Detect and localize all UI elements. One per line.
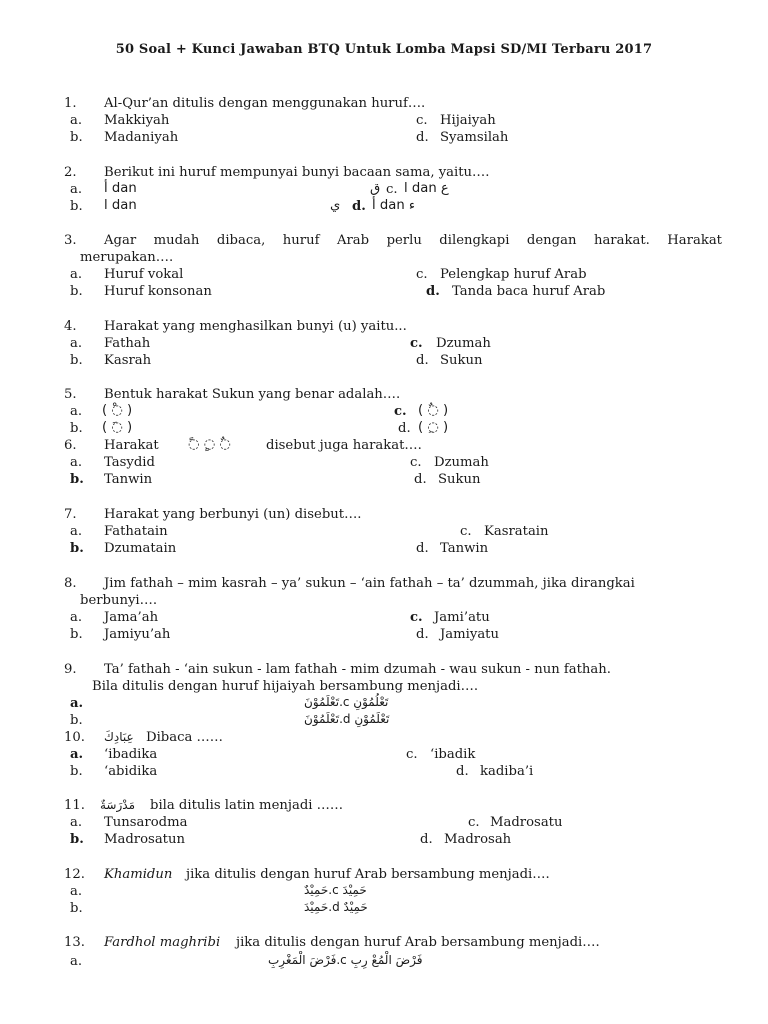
option-c: Dzumah [434,455,489,470]
option-a: Jama’ah [104,610,159,625]
question-text-cont: merupakan…. [80,250,174,265]
question-text: bila ditulis latin menjadi …… [150,798,344,813]
question-text: Al-Qur’an ditulis dengan menggunakan huruf…. [104,96,426,111]
option-d: Sukun [438,472,481,487]
option-b: Tanwin [104,472,153,487]
option-c: Dzumah [436,336,491,351]
options-row-ac: تَعْلَمُوْنَ.c تَعْلُمُوْنِ [304,695,389,709]
option-label-d: d. [398,421,411,436]
option-d: kadiba’i [480,764,534,779]
question-number: 9. [64,662,77,677]
question-text-cont: disebut juga harakat…. [266,438,422,453]
question-italic: Fardhol maghribi [104,935,221,950]
question-text: Berikut ini huruf mempunyai bunyi bacaan sama, yaitu…. [104,165,490,180]
question-text: Dibaca …… [146,730,223,745]
option-label-a: a. [70,524,83,539]
question-text: Harakat yang menghasilkan bunyi (u) yaitu... [104,319,407,334]
option-a: Tasydid [104,455,155,470]
option-c: ( ◌ٌ ) [418,403,449,418]
harakat-arabic: ◌ً ◌ٍ ◌ٌ [188,437,231,452]
option-label-c: c. [460,524,472,539]
option-label-a: a. [70,182,83,197]
option-d: أ dan ء [372,198,416,213]
option-label-a: a. [70,954,83,969]
options-row-ac: فَرْضَ الْمَغْرِبِ.c فَرْضَ الْمُعْ رِبِ [268,953,423,967]
option-label-c: c. [410,455,422,470]
page-title: 50 Soal + Kunci Jawaban BTQ Untuk Lomba Mapsi SD/MI Terbaru 2017 [115,42,653,57]
option-b: ( ◌َ ) [102,420,133,435]
option-a: ‘ibadika [104,747,158,762]
question-text: Ta’ fathah - ‘ain sukun - lam fathah - mim dzumah - wau sukun - nun fathah. [104,662,611,677]
option-a: Fathatain [104,524,168,539]
option-label-a: a. [70,267,83,282]
option-a: أ dan [104,181,137,196]
option-label-b: b. [70,832,84,847]
option-label-b: b. [70,130,83,145]
option-d: Tanda baca huruf Arab [452,284,606,299]
options-row-bd: تَعْلَمُوْنَ.d تَعْلَمُوْنِ [304,712,390,726]
arabic-word: عِبَادِكَ [104,730,134,744]
option-b: ‘abidika [104,764,158,779]
option-a: ( ◌ْ ) [102,403,133,418]
option-c: ا dan ع [404,181,449,196]
arabic-word: مَدْرَسَةٌ [100,798,136,812]
option-c: Kasratain [484,524,549,539]
option-label-d: d. [426,284,440,299]
option-label-a: a. [70,884,83,899]
option-label-a: a. [70,404,83,419]
question-number: 3. [64,233,77,248]
option-label-b: b. [70,627,83,642]
question-text: Agar mudah dibaca, huruf Arab perlu dilengkapi dengan harakat. Harakat [104,233,722,248]
question-number: 7. [64,507,77,522]
option-label-c: c. [410,336,423,351]
option-label-d: d. [416,541,429,556]
option-d: Sukun [440,353,483,368]
option-label-d: d. [416,627,429,642]
option-label-b: b. [70,472,84,487]
option-label-a: a. [70,113,83,128]
option-c: ‘ibadik [430,747,476,762]
option-d: Madrosah [444,832,512,847]
option-label-d: d. [416,353,429,368]
option-label-d: d. [352,199,366,214]
option-b: Huruf konsonan [104,284,212,299]
option-label-a: a. [70,336,83,351]
option-label-b: b. [70,541,84,556]
option-b-arabic: ي [330,198,341,213]
option-label-c: c. [416,113,428,128]
option-label-a: a. [70,610,83,625]
option-label-c: c. [410,610,423,625]
option-b: Jamiyu’ah [104,627,171,642]
question-number: 8. [64,576,77,591]
question-number: 12. [64,867,85,882]
option-label-b: b. [70,764,83,779]
option-label-a: a. [70,815,83,830]
option-label-c: c. [468,815,480,830]
options-row-ac: حَمِيْدٌ.c حَمِيْدَ [304,883,367,897]
options-row-bd: حَمِيْدَ.d حَمِيْدٌ [304,900,368,914]
option-a: Huruf vokal [104,267,184,282]
option-label-b: b. [70,284,83,299]
option-label-b: b. [70,353,83,368]
option-label-c: c. [394,404,407,419]
option-a: Tunsarodma [104,815,188,830]
option-label-b: b. [70,713,83,728]
option-d: Jamiyatu [440,627,499,642]
question-text: Harakat [104,438,159,453]
option-label-d: d. [456,764,469,779]
question-text: Harakat yang berbunyi (un) disebut…. [104,507,362,522]
option-label-b: b. [70,199,83,214]
question-text: jika ditulis dengan huruf Arab bersambung menjadi…. [186,867,550,882]
option-b: Madrosatun [104,832,185,847]
question-text-cont: Bila ditulis dengan huruf hijaiyah bersambung menjadi…. [92,679,479,694]
option-label-a: a. [70,747,84,762]
option-b: Dzumatain [104,541,177,556]
option-a: Makkiyah [104,113,170,128]
option-label-c: c. [386,182,398,197]
question-number: 10. [64,730,85,745]
option-c: Jami’atu [434,610,490,625]
option-c: Pelengkap huruf Arab [440,267,587,282]
option-d: Syamsilah [440,130,509,145]
option-a-arabic: ق [370,181,381,196]
question-number: 4. [64,319,77,334]
question-text: jika ditulis dengan huruf Arab bersambung menjadi…. [236,935,600,950]
question-number: 11. [64,798,85,813]
option-label-c: c. [416,267,428,282]
question-number: 1. [64,96,77,111]
option-c: Hijaiyah [440,113,496,128]
question-text: Jim fathah – mim kasrah – ya’ sukun – ‘ain fathah – ta’ dzummah, jika dirangkai [104,576,635,591]
question-text-cont: berbunyi…. [80,593,158,608]
option-d: Tanwin [440,541,489,556]
option-label-d: d. [414,472,427,487]
option-d: ( ◌ِ ) [418,420,449,435]
option-label-b: b. [70,421,83,436]
question-italic: Khamidun [104,867,173,882]
option-label-d: d. [420,832,433,847]
option-c: Madrosatu [490,815,563,830]
option-label-c: c. [406,747,418,762]
question-number: 13. [64,935,85,950]
question-text: Bentuk harakat Sukun yang benar adalah…. [104,387,401,402]
option-label-a: a. [70,455,83,470]
option-b: Kasrah [104,353,152,368]
option-label-a: a. [70,696,84,711]
option-b: Madaniyah [104,130,179,145]
option-b: ا dan [104,198,137,213]
option-label-d: d. [416,130,429,145]
question-number: 6. [64,438,77,453]
question-number: 5. [64,387,77,402]
question-number: 2. [64,165,77,180]
option-label-b: b. [70,901,83,916]
option-a: Fathah [104,336,151,351]
